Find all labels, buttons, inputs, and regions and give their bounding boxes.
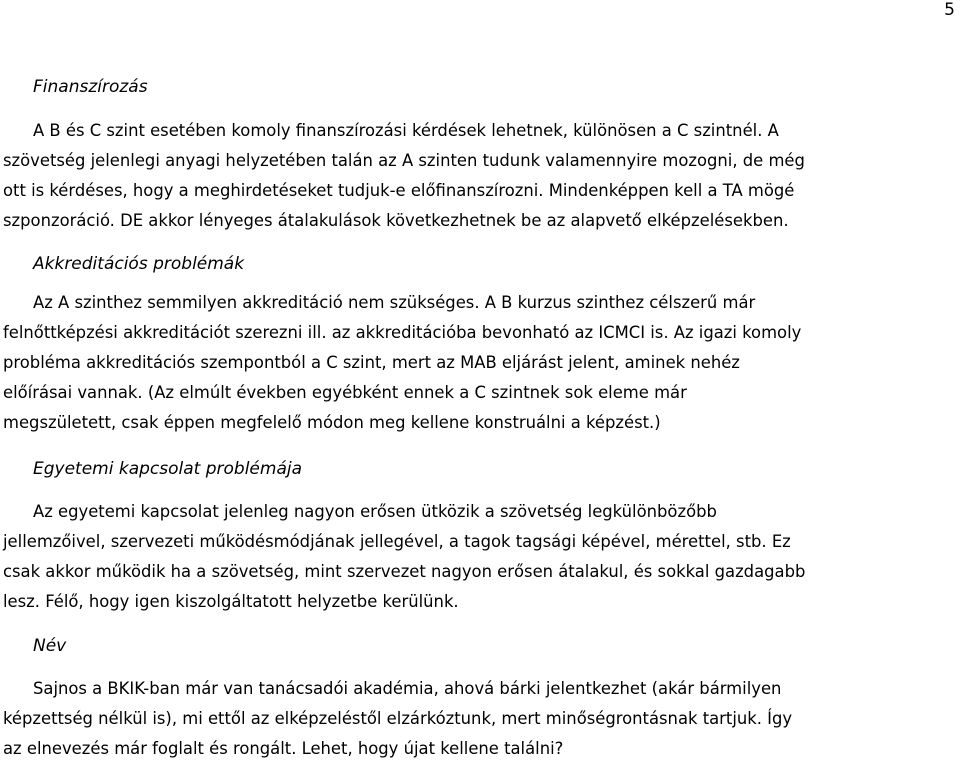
paragraph-line: Az A szinthez semmilyen akkreditáció nem szükséges. A B kurzus szinthez célszerű már xyxy=(33,293,756,312)
section-heading-egyetemi-kapcsolat: Egyetemi kapcsolat problémája xyxy=(33,459,303,479)
paragraph-line: az elnevezés már foglalt és rongált. Lehet, hogy újat kellene találni? xyxy=(3,739,564,758)
paragraph-line: szövetség jelenlegi anyagi helyzetében talán az A szinten tudunk valamennyire mozogni, de még xyxy=(3,151,805,170)
paragraph-line: lesz. Félő, hogy igen kiszolgáltatott helyzetbe kerülünk. xyxy=(3,592,459,611)
section-heading-nev: Név xyxy=(33,636,67,656)
paragraph-line: A B és C szint esetében komoly finanszírozási kérdések lehetnek, különösen a C szintnél. A xyxy=(33,121,779,140)
paragraph-finanszirozas xyxy=(3,116,957,236)
paragraph-line: ott is kérdéses, hogy a meghirdetéseket tudjuk-e előfinanszírozni. Mindenképpen kell a TA mögé xyxy=(3,181,795,200)
paragraph-akkreditacio xyxy=(3,288,957,438)
paragraph-line: előírásai vannak. (Az elmúlt években egyébként ennek a C szintnek sok eleme már xyxy=(3,383,687,402)
paragraph-line: megszületett, csak éppen megfelelő módon meg kellene konstruálni a képzést.) xyxy=(3,413,661,432)
paragraph-line: szponzoráció. DE akkor lényeges átalakulások következhetnek be az alapvető elképzelésekben. xyxy=(3,211,789,230)
paragraph-line: felnőttképzési akkreditációt szerezni ill. az akkreditációba bevonható az ICMCI is. Az igazi komoly xyxy=(3,323,802,342)
paragraph-nev xyxy=(3,674,957,764)
paragraph-line: csak akkor működik ha a szövetség, mint szervezet nagyon erősen átalakul, és sokkal gazdagabb xyxy=(3,562,806,581)
paragraph-line: Sajnos a BKIK-ban már van tanácsadói akadémia, ahová bárki jelentkezhet (akár bármilyen xyxy=(33,679,782,698)
section-heading-finanszirozas: Finanszírozás xyxy=(33,77,148,97)
paragraph-line: Az egyetemi kapcsolat jelenleg nagyon erősen ütközik a szövetség legkülönbözőbb xyxy=(33,502,717,521)
paragraph-egyetemi-kapcsolat xyxy=(3,497,957,617)
paragraph-line: képzettség nélkül is), mi ettől az elképzeléstől elzárkóztunk, mert minőségrontásnak tartjuk. Így xyxy=(3,709,793,728)
section-heading-akkreditacios-problemak: Akkreditációs problémák xyxy=(33,254,245,274)
page-number: 5 xyxy=(944,0,955,20)
paragraph-line: probléma akkreditációs szempontból a C szint, mert az MAB eljárást jelent, aminek nehéz xyxy=(3,353,740,372)
paragraph-line: jellemzőivel, szervezeti működésmódjának jellegével, a tagok tagsági képével, mérettel, stb. Ez xyxy=(3,532,791,551)
